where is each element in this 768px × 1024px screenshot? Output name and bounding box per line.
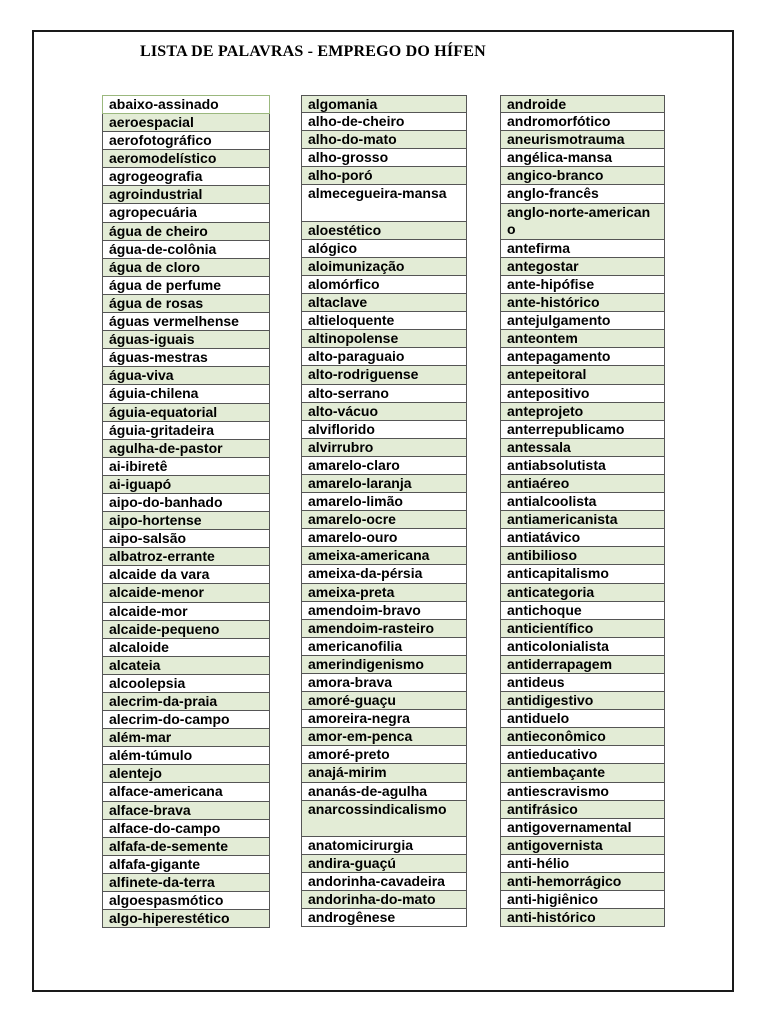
word-cell: aloimunização	[301, 258, 467, 276]
word-cell: água de cloro	[102, 259, 270, 277]
word-cell: aerofotográfico	[102, 132, 270, 150]
word-cell: alcaide-pequeno	[102, 621, 270, 639]
word-cell: anti-higiênico	[500, 891, 665, 909]
word-cell: antepeitoral	[500, 366, 665, 384]
word-cell: anarcossindicalismo	[301, 801, 467, 837]
word-cell: antifrásico	[500, 801, 665, 819]
word-cell: alecrim-da-praia	[102, 693, 270, 711]
word-cell: antegostar	[500, 258, 665, 276]
word-cell: além-mar	[102, 729, 270, 747]
word-cell: aipo-salsão	[102, 530, 270, 548]
word-cell: antessala	[500, 439, 665, 457]
word-cell: aeromodelístico	[102, 150, 270, 168]
word-cell: anajá-mirim	[301, 764, 467, 782]
word-cell: amarelo-ouro	[301, 529, 467, 547]
word-cell: anticolonialista	[500, 638, 665, 656]
word-cell: antiderrapagem	[500, 656, 665, 674]
word-cell: anatomicirurgia	[301, 837, 467, 855]
word-cell: antibilioso	[500, 547, 665, 565]
word-cell: anticategoria	[500, 584, 665, 602]
word-cell: anteontem	[500, 330, 665, 348]
word-cell: alfafa-de-semente	[102, 838, 270, 856]
word-cell: algomania	[301, 95, 467, 113]
word-cell: alto-serrano	[301, 385, 467, 403]
word-cell: almecegueira-mansa	[301, 185, 467, 221]
word-cell: anti-histórico	[500, 909, 665, 927]
word-cell: anticientífico	[500, 620, 665, 638]
word-cell: andorinha-do-mato	[301, 891, 467, 909]
word-cell: amarelo-laranja	[301, 475, 467, 493]
word-cell: alcoolepsia	[102, 675, 270, 693]
word-cell: anticapitalismo	[500, 565, 665, 583]
word-column-2	[301, 95, 467, 927]
word-column-3	[500, 95, 665, 927]
word-cell: alfinete-da-terra	[102, 874, 270, 892]
word-cell: alho-poró	[301, 167, 467, 185]
word-cell: alface-brava	[102, 802, 270, 820]
word-cell: agroindustrial	[102, 186, 270, 204]
word-cell: além-túmulo	[102, 747, 270, 765]
word-cell: aneurismotrauma	[500, 131, 665, 149]
word-cell: alto-paraguaio	[301, 348, 467, 366]
word-cell: alomórfico	[301, 276, 467, 294]
word-cell: antideus	[500, 674, 665, 692]
word-column-1	[102, 95, 270, 928]
word-cell: anti-hemorrágico	[500, 873, 665, 891]
word-cell: amarelo-limão	[301, 493, 467, 511]
word-cell: alho-grosso	[301, 149, 467, 167]
word-cell: alho-de-cheiro	[301, 113, 467, 131]
word-cell: amerindigenismo	[301, 656, 467, 674]
word-cell: alentejo	[102, 765, 270, 783]
word-cell: andorinha-cavadeira	[301, 873, 467, 891]
word-cell: algoespasmótico	[102, 892, 270, 910]
word-cell: angico-branco	[500, 167, 665, 185]
word-cell: angélica-mansa	[500, 149, 665, 167]
word-cell: americanofilia	[301, 638, 467, 656]
word-cell: água de cheiro	[102, 223, 270, 241]
word-cell: antiescravismo	[500, 783, 665, 801]
word-cell: agropecuária	[102, 204, 270, 222]
word-cell: antiaéreo	[500, 475, 665, 493]
word-cell: água-viva	[102, 367, 270, 385]
word-cell: aipo-do-banhado	[102, 494, 270, 512]
word-cell: anglo-francês	[500, 185, 665, 203]
word-cell: aipo-hortense	[102, 512, 270, 530]
word-cell: anti-hélio	[500, 855, 665, 873]
word-cell: agrogeografia	[102, 168, 270, 186]
word-cell: amendoim-bravo	[301, 602, 467, 620]
word-cell: alecrim-do-campo	[102, 711, 270, 729]
word-cell: alface-americana	[102, 783, 270, 801]
page-title: LISTA DE PALAVRAS - EMPREGO DO HÍFEN	[140, 43, 486, 60]
word-cell: antichoque	[500, 602, 665, 620]
word-cell: águas vermelhense	[102, 313, 270, 331]
word-cell: aloestético	[301, 222, 467, 240]
word-cell: alcaide da vara	[102, 566, 270, 584]
word-cell: amarelo-claro	[301, 457, 467, 475]
word-cell: altinopolense	[301, 330, 467, 348]
word-cell: anterrepublicamo	[500, 421, 665, 439]
word-cell: amarelo-ocre	[301, 511, 467, 529]
word-cell: água de rosas	[102, 295, 270, 313]
word-cell: amendoim-rasteiro	[301, 620, 467, 638]
word-cell: ameixa-da-pérsia	[301, 565, 467, 583]
word-cell: ai-iguapó	[102, 476, 270, 494]
word-cell: androide	[500, 95, 665, 113]
word-cell: antejulgamento	[500, 312, 665, 330]
word-cell: alto-rodriguense	[301, 366, 467, 384]
word-cell: alcaide-menor	[102, 584, 270, 602]
word-cell: antiduelo	[500, 710, 665, 728]
word-cell: antepagamento	[500, 348, 665, 366]
word-cell: antiamericanista	[500, 511, 665, 529]
word-cell: antepositivo	[500, 385, 665, 403]
word-cell: algo-hiperestético	[102, 910, 270, 928]
word-cell: albatroz-errante	[102, 548, 270, 566]
word-cell: alviflorido	[301, 421, 467, 439]
word-cell: antieconômico	[500, 728, 665, 746]
word-cell: antefirma	[500, 240, 665, 258]
word-cell: ante-hipófise	[500, 276, 665, 294]
word-cell: ameixa-preta	[301, 584, 467, 602]
word-cell: antiembaçante	[500, 764, 665, 782]
word-cell: alcaloide	[102, 639, 270, 657]
word-cell: abaixo-assinado	[102, 95, 270, 114]
word-cell: antialcoolista	[500, 493, 665, 511]
word-cell: androgênese	[301, 909, 467, 927]
word-cell: ameixa-americana	[301, 547, 467, 565]
word-cell: alógico	[301, 240, 467, 258]
word-cell: anteprojeto	[500, 403, 665, 421]
word-cell: ananás-de-agulha	[301, 783, 467, 801]
word-cell: andromorfótico	[500, 113, 665, 131]
word-cell: amoré-preto	[301, 746, 467, 764]
word-cell: águas-mestras	[102, 349, 270, 367]
word-cell: águia-chilena	[102, 385, 270, 403]
word-cell: antigovernista	[500, 837, 665, 855]
word-cell: alcaide-mor	[102, 603, 270, 621]
word-cell: águia-gritadeira	[102, 422, 270, 440]
word-cell: antieducativo	[500, 746, 665, 764]
word-cell: amora-brava	[301, 674, 467, 692]
word-cell: alface-do-campo	[102, 820, 270, 838]
word-cell: amor-em-penca	[301, 728, 467, 746]
word-cell: águas-iguais	[102, 331, 270, 349]
word-cell: alto-vácuo	[301, 403, 467, 421]
word-cell: amoré-guaçu	[301, 692, 467, 710]
word-cell: antiatávico	[500, 529, 665, 547]
word-cell: antigovernamental	[500, 819, 665, 837]
word-cell: ante-histórico	[500, 294, 665, 312]
word-cell: alcateia	[102, 657, 270, 675]
word-cell: antiabsolutista	[500, 457, 665, 475]
word-cell: ai-ibiretê	[102, 458, 270, 476]
word-cell: água de perfume	[102, 277, 270, 295]
word-cell: alvirrubro	[301, 439, 467, 457]
word-cell: alho-do-mato	[301, 131, 467, 149]
word-cell: amoreira-negra	[301, 710, 467, 728]
word-cell: andira-guaçú	[301, 855, 467, 873]
word-cell: alfafa-gigante	[102, 856, 270, 874]
word-cell: altieloquente	[301, 312, 467, 330]
word-cell: água-de-colônia	[102, 241, 270, 259]
word-cell: altaclave	[301, 294, 467, 312]
word-cell: águia-equatorial	[102, 404, 270, 422]
word-cell: antidigestivo	[500, 692, 665, 710]
word-cell: anglo-norte-americano	[500, 204, 665, 240]
word-cell: aeroespacial	[102, 114, 270, 132]
word-cell: agulha-de-pastor	[102, 440, 270, 458]
